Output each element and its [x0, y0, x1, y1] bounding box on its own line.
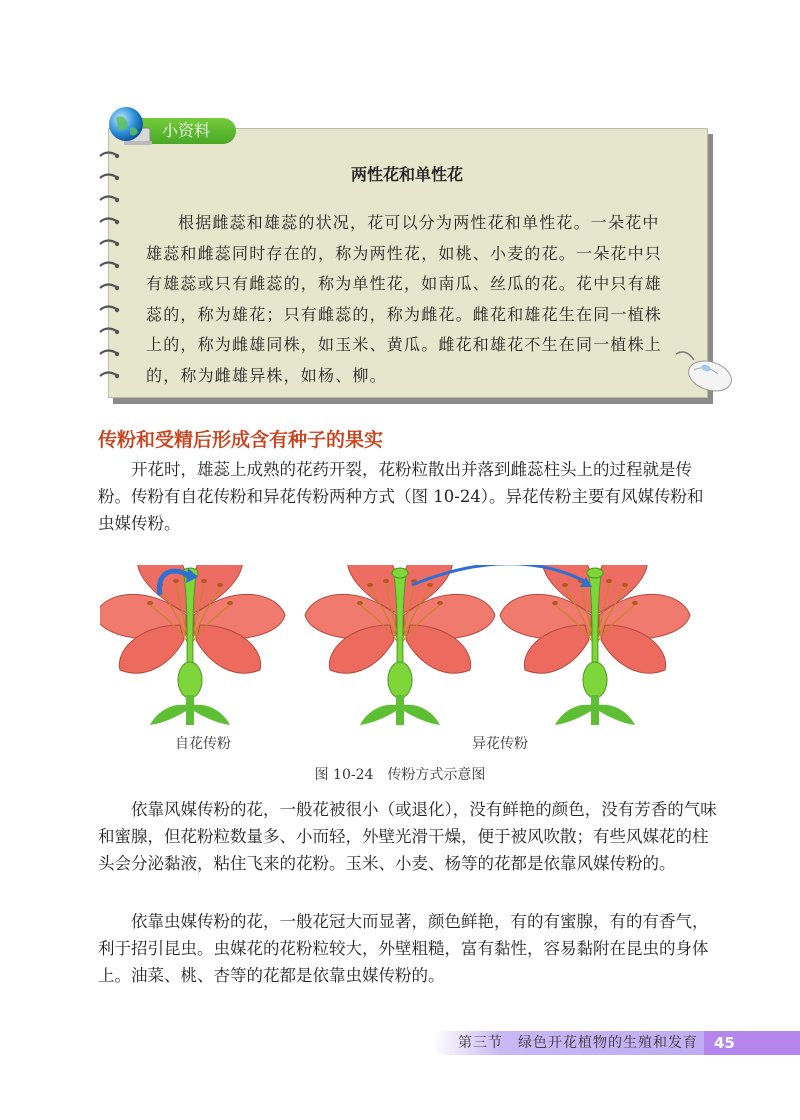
info-tab: 小资料: [140, 118, 236, 144]
figure-caption: 图 10-24 传粉方式示意图: [314, 767, 486, 783]
wind-pollination-paragraph: 依靠风媒传粉的花，一般花被很小（或退化），没有鲜艳的颜色，没有芳香的气味和蜜腺，但花粉粒数量多、小而轻，外壁光滑干燥，便于被风吹散；有些风媒花的柱头会分泌黏液，粘住飞来的花粉。玉米、小麦、杨等的花都是依靠风媒传粉的。: [98, 800, 717, 873]
label-self-pollination: 自花传粉: [175, 736, 231, 752]
page-number: 45: [704, 1031, 800, 1055]
notebook-rings: [96, 150, 122, 386]
insect-pollination-paragraph: 依靠虫媒传粉的花，一般花冠大而显著，颜色鲜艳，有的有蜜腺，有的有香气，利于招引昆虫。虫媒花的花粉粒较大，外壁粗糙，富有黏性，容易黏附在昆虫的身体上。油菜、桃、杏等的花都是依靠虫媒传粉的。: [98, 912, 709, 985]
footer-chapter: 第三节 绿色开花植物的生殖和发育: [458, 1035, 698, 1051]
card-body-text: 根据雌蕊和雄蕊的状况，花可以分为两性花和单性花。一朵花中雄蕊和雌蕊同时存在的，称为两性花，如桃、小麦的花。一朵花中只有雄蕊或只有雌蕊的，称为单性花，如南瓜、丝瓜的花。花中只有雄蕊的，称为雄花；只有雌蕊的，称为雌花。雌花和雄花生在同一植株上的，称为雌雄同株，如玉米、黄瓜。雌花和雄花不生在同一植株上的，称为雌雄异株，如杨、柳。: [146, 213, 663, 385]
intro-paragraph: 开花时，雄蕊上成熟的花药开裂，花粉粒散出并落到雌蕊柱头上的过程就是传粉。传粉有自花传粉和异花传粉两种方式（图 10-24）。异花传粉主要有风媒传粉和虫媒传粉。: [98, 460, 704, 533]
label-cross-pollination: 异花传粉: [472, 736, 528, 752]
card-title: 两性花和单性花: [350, 165, 463, 184]
flower-illustration: [100, 565, 710, 725]
pollination-figure: [100, 565, 710, 725]
computer-mouse-icon: [672, 344, 736, 396]
section-heading: 传粉和受精后形成含有种子的果实: [98, 429, 384, 451]
globe-laptop-icon: [106, 104, 152, 150]
card-body: [146, 208, 676, 391]
